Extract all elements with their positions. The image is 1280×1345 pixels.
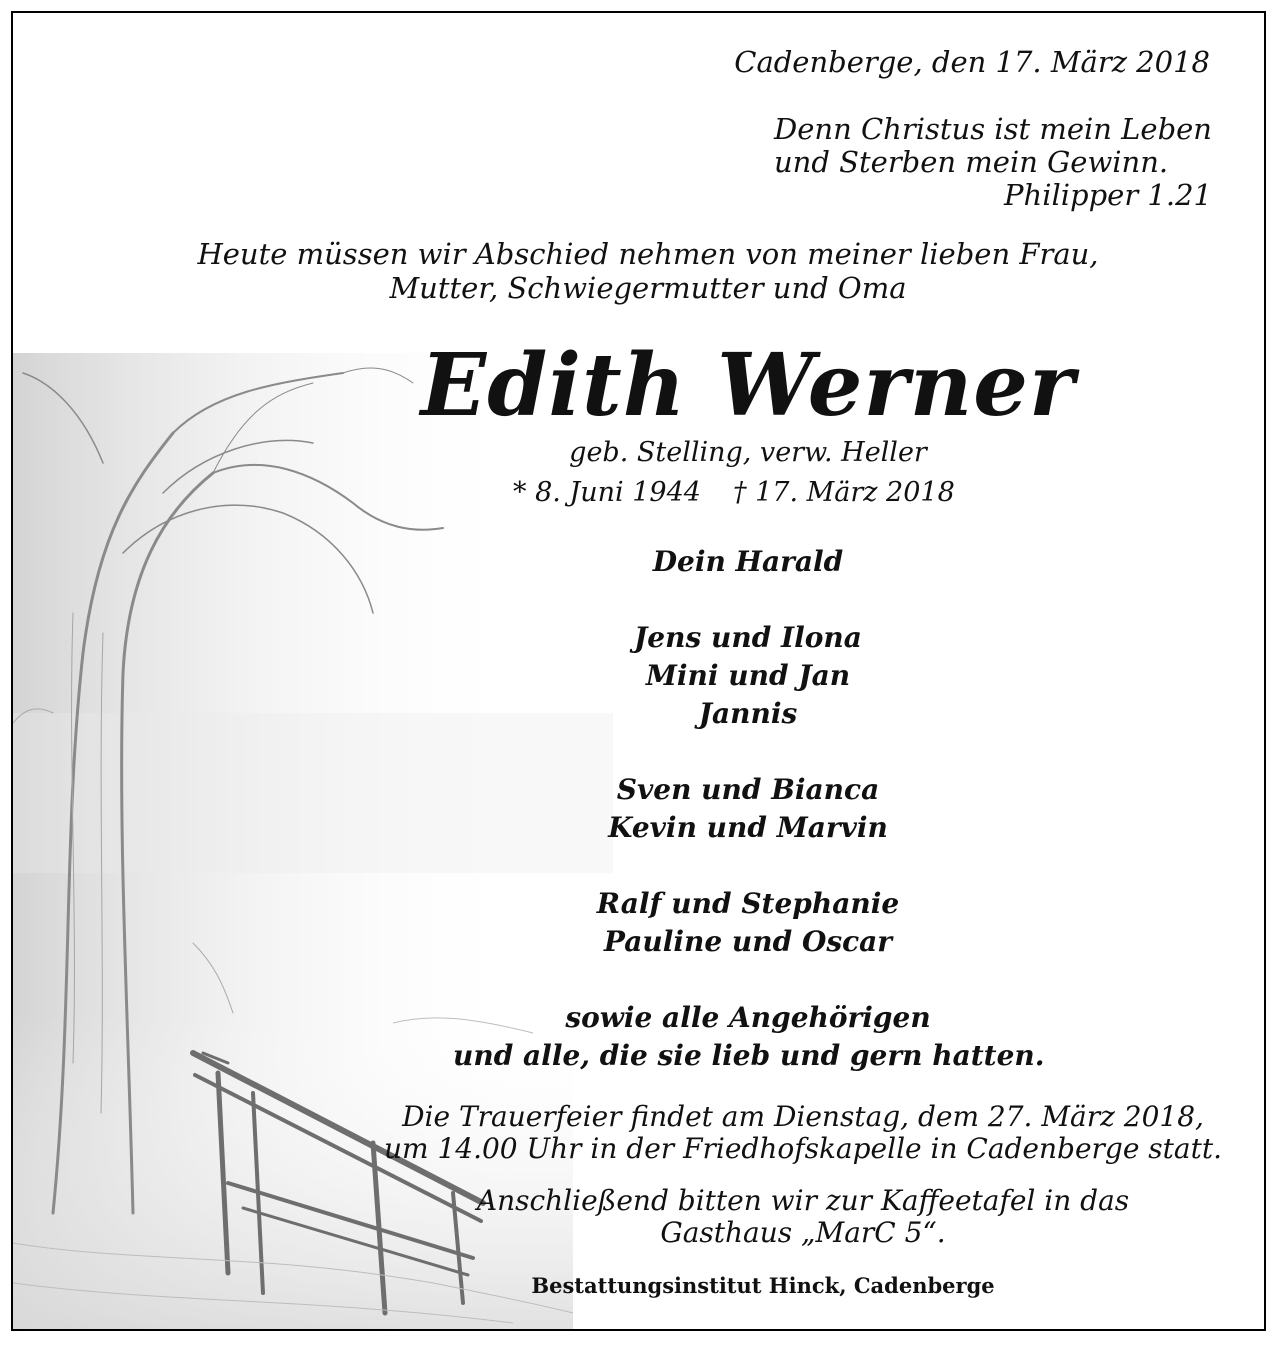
death-date: † 17. März 2018 <box>733 477 955 508</box>
intro-line-1: Heute müssen wir Abschied nehmen von meiner lieben Frau, <box>197 237 1099 271</box>
family-group-2 <box>453 771 1043 847</box>
intro-text <box>143 237 1153 305</box>
life-dates <box>513 477 1003 508</box>
spouse <box>453 543 1043 581</box>
ceremony-info <box>363 1101 1243 1165</box>
family-line: und alle, die sie lieb und gern hatten. <box>453 1039 1045 1072</box>
family-list <box>453 543 1043 1075</box>
ceremony-line-2: um 14.00 Uhr in der Friedhofskapelle in Cadenberge statt. <box>383 1132 1223 1165</box>
spouse-name: Dein Harald <box>652 545 844 578</box>
family-closing <box>453 999 1043 1075</box>
place-date: Cadenberge, den 17. März 2018 <box>734 45 1210 79</box>
family-line: Jannis <box>698 697 798 730</box>
birth-date: * 8. Juni 1944 <box>513 477 701 508</box>
family-line: Jens und Ilona <box>634 621 862 654</box>
verse-line-2: und Sterben mein Gewinn. <box>774 145 1169 179</box>
coffee-invitation <box>443 1185 1163 1249</box>
family-line: sowie alle Angehörigen <box>565 1001 931 1034</box>
family-line: Kevin und Marvin <box>608 811 888 844</box>
family-group-1 <box>453 619 1043 733</box>
family-line: Mini und Jan <box>645 659 851 692</box>
obituary-frame <box>11 11 1266 1331</box>
verse-line-1: Denn Christus ist mein Leben <box>774 112 1212 146</box>
undertaker: Bestattungsinstitut Hinck, Cadenberge <box>531 1273 995 1298</box>
deceased-name: Edith Werner <box>420 335 1076 436</box>
family-line: Pauline und Oscar <box>603 925 893 958</box>
family-group-3 <box>453 885 1043 961</box>
family-line: Sven und Bianca <box>616 773 880 806</box>
verse-reference: Philipper 1.21 <box>1004 178 1212 212</box>
ceremony-line-1: Die Trauerfeier findet am Dienstag, dem 27. März 2018, <box>402 1100 1204 1133</box>
family-line: Ralf und Stephanie <box>596 887 900 920</box>
intro-line-2: Mutter, Schwiegermutter und Oma <box>389 271 907 305</box>
birth-names: geb. Stelling, verw. Heller <box>569 437 927 468</box>
coffee-line-2: Gasthaus „MarC 5“. <box>660 1216 946 1249</box>
bible-verse <box>774 113 1212 212</box>
coffee-line-1: Anschließend bitten wir zur Kaffeetafel in das <box>476 1184 1130 1217</box>
